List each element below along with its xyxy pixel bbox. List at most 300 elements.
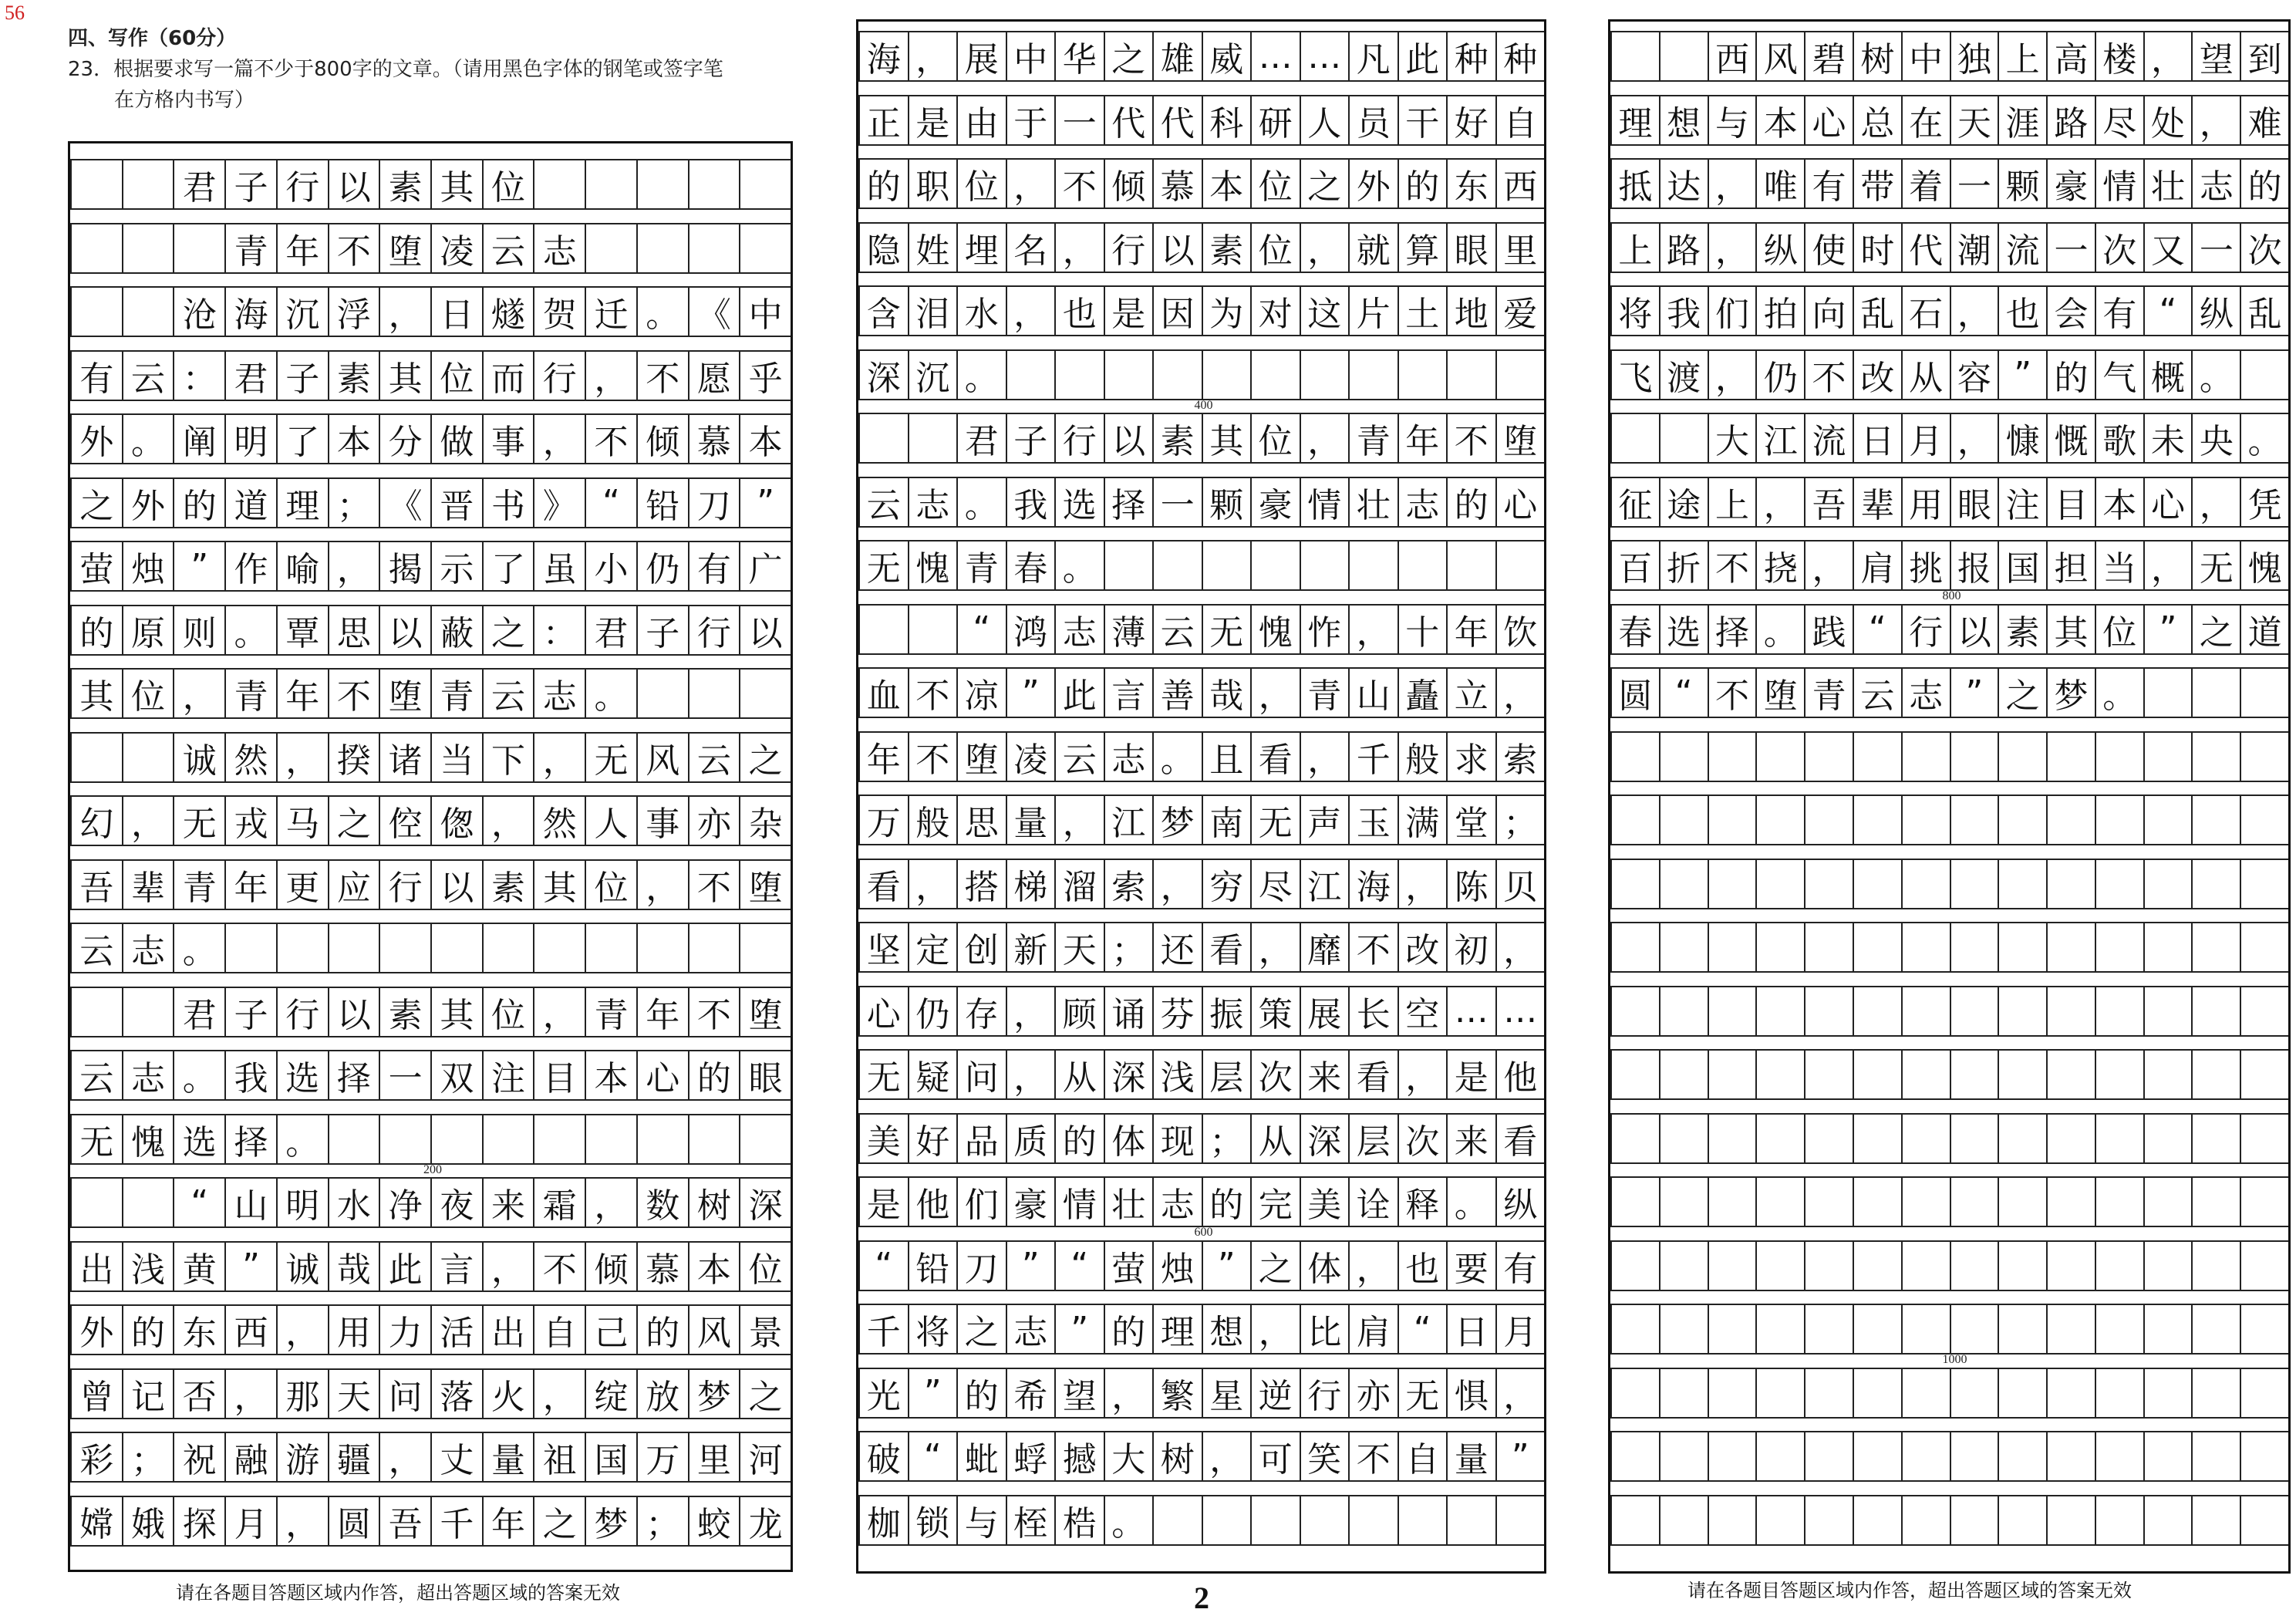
grid-cell: 凌 [430,224,482,272]
grid-row [1610,1495,2288,1546]
grid-cell: 对 [1250,287,1300,335]
grid-cell [1853,733,1901,781]
grid-cell: 无 [1397,1369,1447,1417]
grid-cell: 饮 [1495,606,1545,653]
grid-cell: 土 [1397,287,1447,335]
grid-cell [1950,1369,1998,1417]
grid-cell [1755,796,1804,844]
grid-cell [430,1115,482,1163]
grid-row [1610,1049,2288,1100]
grid-cell: 纵 [1495,1178,1545,1226]
grid-cell: 杂 [739,797,791,845]
grid-row [1610,667,2288,718]
grid-cell: 而 [482,352,534,400]
grid-cell: 揆 [328,734,379,781]
grid-cell: 梏 [1054,1496,1104,1544]
grid-cell [2240,1305,2288,1353]
grid-cell: 烛 [122,542,174,590]
grid-cell: 之 [533,1497,585,1545]
grid-cell: 蔽 [430,606,482,654]
grid-cell: 眼 [1950,478,1998,526]
grid-cell: 征 [1610,478,1659,526]
grid-cell: 圆 [1610,669,1659,717]
grid-cell: 陈 [1446,860,1495,908]
grid-cell: 又 [2143,224,2192,272]
grid-cell [1901,1242,1950,1290]
grid-cell: 中 [739,288,791,336]
grid-cell: 堕 [1495,414,1545,462]
grid-cell: 眼 [1446,224,1495,272]
grid-cell: 是 [1446,1051,1495,1098]
grid-cell: 隐 [858,224,908,272]
grid-cell: 望 [1054,1369,1104,1417]
grid-row [70,1432,791,1483]
grid-cell: 贺 [533,288,585,336]
grid-cell: ； [328,479,379,527]
grid-cell: 位 [430,352,482,400]
grid-cell: 我 [1006,478,1055,526]
grid-row [858,1368,1544,1419]
grid-cell: 顾 [1054,987,1104,1035]
grid-cell: ， [276,1497,328,1545]
grid-cell [2191,1432,2240,1480]
grid-cell: 声 [1300,796,1349,844]
grid-cell: 辈 [1853,478,1901,526]
grid-cell: 情 [1054,1178,1104,1226]
grid-cell: 代 [1104,96,1153,144]
grid-row [858,222,1544,273]
grid-cell: 不 [1348,1432,1397,1480]
grid-cell: 无 [1202,606,1251,653]
grid-cell: 之 [956,1305,1006,1353]
grid-cell: 位 [956,160,1006,207]
grid-cell: 青 [585,988,636,1036]
grid-cell: ； [122,1433,174,1481]
grid-row [858,95,1544,146]
grid-cell: 定 [908,923,957,971]
grid-cell [1998,987,2046,1035]
grid-cell [482,1115,534,1163]
grid-cell [1006,351,1055,399]
answer-grid-middle [856,19,1546,1574]
grid-cell: ， [1250,1305,1300,1353]
grid-cell: 情 [2095,160,2143,207]
grid-cell [1950,1051,1998,1098]
grid-cell: 我 [1659,287,1708,335]
grid-cell: 担 [2046,541,2095,589]
grid-cell: 有 [688,542,740,590]
grid-cell: 位 [739,1243,791,1290]
grid-cell: 以 [739,606,791,654]
grid-cell [1804,1178,1853,1226]
grid-cell [1708,1496,1756,1544]
grid-cell: 倾 [636,415,688,463]
grid-cell [2095,1242,2143,1290]
grid-cell: 不 [1804,351,1853,399]
grid-cell: 原 [122,606,174,654]
grid-cell: ， [1348,1242,1397,1290]
grid-cell [2191,1369,2240,1417]
grid-cell: 位 [1250,414,1300,462]
grid-cell: 不 [533,1243,585,1290]
grid-cell: 路 [2046,96,2095,144]
grid-cell: 君 [224,352,276,400]
grid-cell: 作 [224,542,276,590]
grid-cell: 其 [70,670,122,717]
grid-cell: 从 [1901,351,1950,399]
grid-cell: 豪 [1250,478,1300,526]
grid-cell: 一 [2046,224,2095,272]
grid-row [858,667,1544,718]
grid-cell: 飞 [1610,351,1659,399]
grid-cell [2143,923,2192,971]
grid-cell: 西 [224,1306,276,1354]
grid-cell: ； [1202,1115,1251,1162]
grid-cell [1998,1115,2046,1162]
grid-cell: 堂 [1446,796,1495,844]
grid-cell [1659,1115,1708,1162]
grid-cell [1202,1496,1251,1544]
grid-cell: ； [636,1497,688,1545]
grid-row [1610,731,2288,782]
grid-cell: 中 [1006,32,1055,80]
grid-cell: 深 [739,1179,791,1226]
grid-cell: 千 [430,1497,482,1545]
grid-cell [636,670,688,717]
grid-cell: 将 [908,1305,957,1353]
grid-cell: 展 [956,32,1006,80]
grid-row [858,859,1544,909]
grid-row [70,1496,791,1547]
grid-cell: ， [1950,287,1998,335]
grid-cell: 名 [1006,224,1055,272]
grid-cell: 江 [1300,860,1349,908]
grid-cell: 青 [224,670,276,717]
grid-cell: 着 [1901,160,1950,207]
grid-cell: 以 [328,988,379,1036]
grid-row [70,541,791,592]
grid-row [1610,1113,2288,1164]
grid-cell: 有 [2095,287,2143,335]
footer-note-right: 请在各题目答题区域内作答，超出答题区域的答案无效 [1687,1580,2132,1601]
grid-cell: 探 [173,1497,224,1545]
grid-cell: … [1250,32,1300,80]
grid-cell [1659,1496,1708,1544]
grid-cell: 与 [956,1496,1006,1544]
grid-cell: 。 [173,924,224,972]
grid-cell: … [1495,987,1545,1035]
grid-cell: 本 [1755,96,1804,144]
grid-cell: 慨 [2046,414,2095,462]
grid-cell: 情 [1300,478,1349,526]
grid-cell: 种 [1495,32,1545,80]
grid-cell: 仍 [1755,351,1804,399]
grid-cell: ” [1495,1432,1545,1480]
grid-cell: 诚 [276,1243,328,1290]
grid-cell [688,924,740,972]
grid-cell: 难 [2240,96,2288,144]
grid-cell: 且 [1202,733,1251,781]
grid-cell: 海 [224,288,276,336]
grid-cell [1998,1178,2046,1226]
grid-cell: 幻 [70,797,122,845]
grid-cell [1998,1051,2046,1098]
grid-cell: 君 [173,988,224,1036]
grid-cell [1659,1242,1708,1290]
grid-cell [173,224,224,272]
grid-cell [2046,1305,2095,1353]
grid-cell [2143,860,2192,908]
grid-cell: 迁 [585,288,636,336]
grid-cell: 之 [70,479,122,527]
grid-cell [2095,1051,2143,1098]
grid-cell: 外 [1348,160,1397,207]
grid-cell: 可 [1250,1432,1300,1480]
grid-cell [688,160,740,208]
grid-cell: 的 [2240,160,2288,207]
grid-cell: 上 [1610,224,1659,272]
grid-cell: 也 [1397,1242,1447,1290]
grid-cell: 行 [276,160,328,208]
grid-cell [1659,32,1708,80]
grid-cell [1901,796,1950,844]
grid-cell: 梯 [1006,860,1055,908]
grid-cell: 。 [2191,351,2240,399]
grid-cell [1152,351,1202,399]
grid-cell [1853,923,1901,971]
grid-cell: 书 [482,479,534,527]
grid-cell: 他 [908,1178,957,1226]
grid-cell [1804,1432,1853,1480]
grid-cell [908,414,957,462]
grid-cell: 志 [1901,669,1950,717]
grid-cell: 现 [1152,1115,1202,1162]
grid-cell: 本 [328,415,379,463]
grid-cell: 。 [956,351,1006,399]
grid-cell: 沧 [173,288,224,336]
grid-cell [2191,669,2240,717]
grid-cell: 行 [1054,414,1104,462]
grid-cell [1755,1242,1804,1290]
grid-cell: 慕 [688,415,740,463]
grid-cell [379,924,430,972]
grid-cell [1348,541,1397,589]
grid-cell: 豪 [1006,1178,1055,1226]
grid-row [70,1241,791,1292]
grid-cell [1446,1496,1495,1544]
grid-cell: 了 [482,542,534,590]
grid-cell: 彩 [70,1433,122,1481]
grid-row [858,1495,1544,1546]
grid-cell: 志 [1006,1305,1055,1353]
grid-cell [1804,1115,1853,1162]
grid-cell [1495,351,1545,399]
grid-cell: 之 [739,734,791,781]
grid-cell: ， [1755,478,1804,526]
section-title: 四、写作（60分） [68,27,237,50]
grid-cell: 位 [1250,224,1300,272]
grid-cell: ， [1104,1369,1153,1417]
grid-cell [2240,351,2288,399]
grid-cell [739,670,791,717]
grid-cell: 子 [636,606,688,654]
grid-cell: 注 [1998,478,2046,526]
page-number: 2 [1194,1581,1209,1615]
grid-cell [2143,733,2192,781]
grid-cell: ， [1006,287,1055,335]
grid-cell: ： [173,352,224,400]
grid-cell: 下 [482,734,534,781]
grid-cell [2143,987,2192,1035]
grid-row [858,413,1544,464]
grid-cell: 来 [1446,1115,1495,1162]
grid-cell: 策 [1250,987,1300,1035]
grid-cell: 不 [328,224,379,272]
grid-cell: 志 [122,1051,174,1099]
grid-cell [1950,1496,1998,1544]
grid-cell [2095,1496,2143,1544]
grid-cell [1659,1051,1708,1098]
grid-cell [1250,351,1300,399]
grid-cell [122,988,174,1036]
grid-cell: 的 [688,1051,740,1099]
grid-cell: “ [173,1179,224,1226]
grid-cell [1755,1051,1804,1098]
grid-cell: 位 [1250,160,1300,207]
grid-cell: ， [1054,796,1104,844]
grid-cell: 肩 [1348,1305,1397,1353]
grid-cell: ： [533,606,585,654]
grid-cell: 自 [1495,96,1545,144]
grid-cell: ， [1397,1051,1447,1098]
grid-cell: 。 [636,288,688,336]
grid-row [70,795,791,846]
grid-cell: 行 [1104,224,1153,272]
grid-cell: ， [2143,541,2192,589]
grid-cell: ， [1054,224,1104,272]
grid-cell [1610,860,1659,908]
grid-cell: 研 [1250,96,1300,144]
grid-cell: 会 [2046,287,2095,335]
grid-cell: 选 [1659,606,1708,653]
grid-cell [2240,1369,2288,1417]
grid-cell: ， [482,797,534,845]
grid-cell: 的 [2046,351,2095,399]
grid-cell [1755,733,1804,781]
grid-cell [430,924,482,972]
grid-cell: 。 [224,606,276,654]
grid-cell: 唯 [1755,160,1804,207]
grid-cell: 海 [858,32,908,80]
grid-cell: 万 [636,1433,688,1481]
grid-cell [1901,1369,1950,1417]
grid-cell [1708,733,1756,781]
grid-cell: 深 [1300,1115,1349,1162]
grid-cell: 更 [276,861,328,909]
word-count-mark: 1000 [1942,1353,1967,1366]
grid-cell: 云 [688,734,740,781]
grid-cell [1804,860,1853,908]
grid-cell [70,988,122,1036]
grid-cell: 量 [482,1433,534,1481]
grid-cell: 。 [1755,606,1804,653]
grid-cell [1950,1305,1998,1353]
grid-cell [2191,1051,2240,1098]
grid-cell: 无 [173,797,224,845]
grid-cell [1610,923,1659,971]
grid-cell: “ [1397,1305,1447,1353]
grid-cell: 理 [1152,1305,1202,1353]
grid-cell: 子 [276,352,328,400]
grid-cell [2046,1369,2095,1417]
grid-cell: 月 [1901,414,1950,462]
grid-cell [70,1179,122,1226]
grid-cell: 其 [533,861,585,909]
grid-cell [1202,541,1251,589]
grid-cell [2143,1242,2192,1290]
grid-cell: 凉 [956,669,1006,717]
grid-cell: 目 [2046,478,2095,526]
grid-cell: 潮 [1950,224,1998,272]
grid-cell: 然 [224,734,276,781]
grid-cell: 千 [858,1305,908,1353]
grid-cell: 行 [688,606,740,654]
grid-cell: 带 [1853,160,1901,207]
grid-cell [1998,1305,2046,1353]
grid-cell [1610,1115,1659,1162]
grid-cell: 靡 [1300,923,1349,971]
grid-cell: ， [1804,541,1853,589]
grid-cell: 梦 [2046,669,2095,717]
grid-cell: 们 [1708,287,1756,335]
grid-cell: 浮 [328,288,379,336]
grid-cell: … [1446,987,1495,1035]
grid-cell: 龙 [739,1497,791,1545]
grid-cell [1998,1432,2046,1480]
grid-cell: ， [533,988,585,1036]
grid-cell [1804,1242,1853,1290]
grid-cell: 里 [1495,224,1545,272]
grid-cell [1610,987,1659,1035]
grid-cell: 注 [482,1051,534,1099]
grid-row [1610,285,2288,336]
grid-cell: 释 [1397,1178,1447,1226]
grid-cell [1755,1369,1804,1417]
grid-cell: 不 [1446,414,1495,462]
grid-cell [585,160,636,208]
grid-cell: 中 [1901,32,1950,80]
grid-cell: 青 [430,670,482,717]
grid-row [70,732,791,783]
grid-cell: 事 [482,415,534,463]
grid-cell: 华 [1054,32,1104,80]
grid-row [70,1304,791,1355]
grid-cell: 是 [858,1178,908,1226]
grid-cell: 东 [173,1306,224,1354]
grid-cell [2143,796,2192,844]
grid-cell: 日 [1853,414,1901,462]
grid-cell: 年 [482,1497,534,1545]
grid-cell: 不 [688,988,740,1036]
grid-cell [2095,1369,2143,1417]
grid-cell [2095,1305,2143,1353]
grid-cell: ， [122,797,174,845]
grid-cell: 沉 [908,351,957,399]
grid-row [1610,1240,2288,1291]
grid-cell: 不 [328,670,379,717]
grid-cell [328,924,379,972]
grid-row [858,1049,1544,1100]
